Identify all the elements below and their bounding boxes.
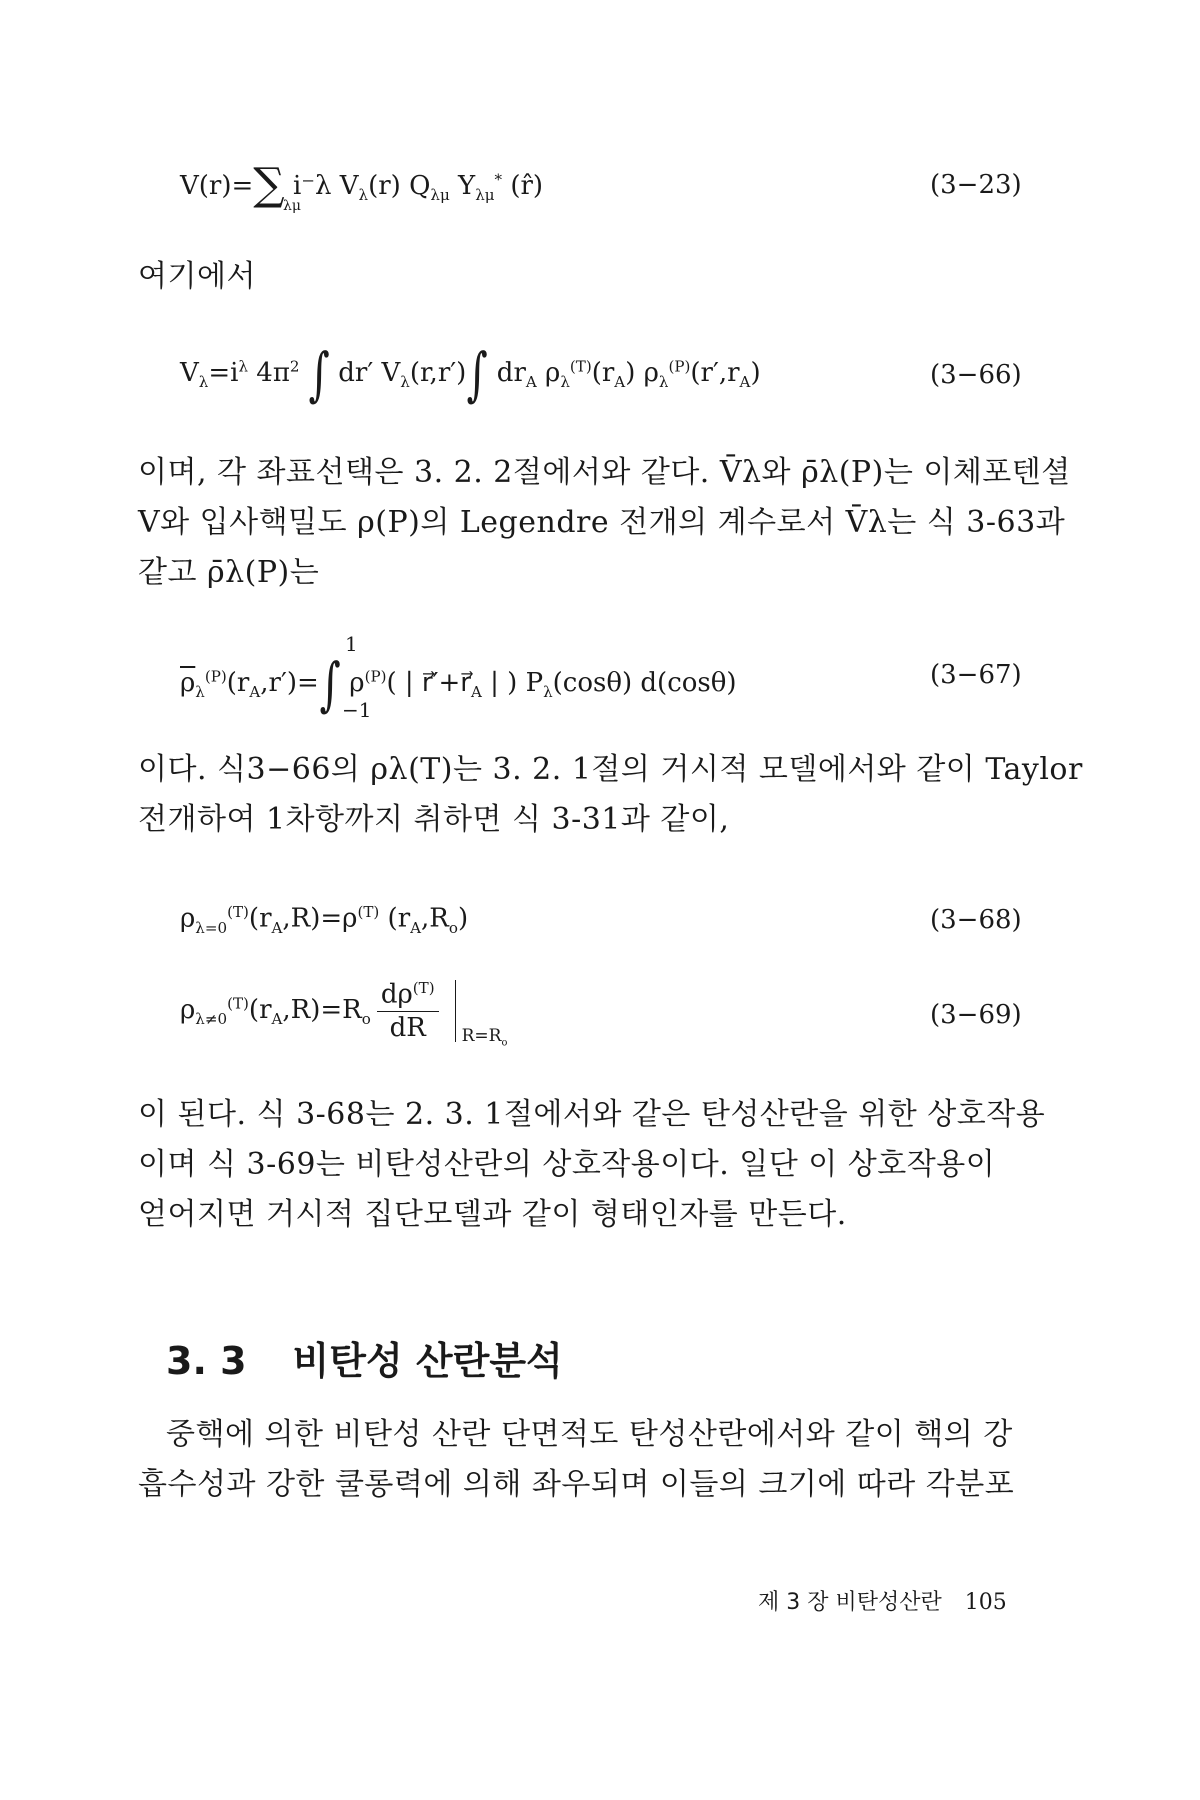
integral-symbol-3: ∫ <box>319 650 341 718</box>
paragraph-1-line-1: 이며, 각 좌표선택은 3. 2. 2절에서와 같다. V̄λ와 ρ̄λ(P)는 이체포텐셜 <box>138 455 1071 490</box>
eq-3-67-lhs: (r <box>226 668 250 698</box>
eq-3-23-rhs3: Y <box>449 171 476 201</box>
eq-3-68-rhs4: ,R <box>421 903 449 934</box>
eq-3-66-body5: (r <box>591 358 615 388</box>
eq-3-23-rhs: i⁻λ V <box>292 171 359 201</box>
paragraph-2-line-2: 전개하여 1차항까지 취하면 식 3-31과 같이, <box>138 802 730 837</box>
equation-3-23: V(r)=∑ i⁻λ $V_\lambda(r)$ $Q_{\lambda\mu}$ $Y_{\lambda\mu}^*$ (r̂) <box>180 159 544 210</box>
integral-lower-limit: −1 <box>342 698 372 722</box>
eq-3-68-rhs2: ,R)=ρ <box>282 903 358 934</box>
evaluation-bar: $R=R_o$ <box>455 980 456 1042</box>
text-yeogieseo: 여기에서 <box>138 259 256 294</box>
eq-3-66-body7: (r′,r <box>690 358 740 388</box>
paragraph-1-line-3: 같고 ρ̄λ(P)는 <box>138 555 320 590</box>
paragraph-4-line-1: 중핵에 의한 비탄성 산란 단면적도 탄성산란에서와 같이 핵의 강 <box>166 1417 1013 1452</box>
frac-top: dρ <box>380 979 413 1010</box>
eq-3-23-rhs2: (r) Q <box>368 171 431 201</box>
sum-index: λμ <box>283 198 301 214</box>
integral-symbol: ∫ <box>308 340 330 408</box>
equation-number-3-23: (3−23) <box>930 170 1022 200</box>
eq-3-66-body1: dr′ V <box>330 358 401 388</box>
integral-upper-limit: 1 <box>345 632 358 656</box>
eq-3-69-rhs: (r <box>248 995 272 1025</box>
eq-3-69-rhs2: ,R)=R <box>282 995 362 1025</box>
eq-3-68-rhs3: (r <box>379 903 411 934</box>
frac-bottom: dR <box>389 1012 426 1043</box>
equation-number-3-67: (3−67) <box>930 660 1022 690</box>
eq-3-66-body3: dr <box>488 358 526 388</box>
eq-3-23-rhs4: (r̂) <box>502 171 544 201</box>
footer-page-number: 105 <box>964 1590 1007 1615</box>
eq-3-66-body4: ρ <box>536 358 561 388</box>
sum-symbol: ∑ <box>253 159 285 210</box>
equation-3-69: $\rho_{\lambda\ne 0}^{(T)}(r_A,R)=R_o$ $\frac{d\rho^{(T)}}{dR}$ $R=R_o$ <box>180 979 508 1049</box>
paragraph-2-line-1: 이다. 식3−66의 ρλ(T)는 3. 2. 1절의 거시적 모델에서와 같이 Taylor <box>138 752 1083 787</box>
paragraph-3-line-3: 얻어지면 거시적 집단모델과 같이 형태인자를 만든다. <box>138 1197 847 1232</box>
paragraph-3-line-2: 이며 식 3-69는 비탄성산란의 상호작용이다. 일단 이 상호작용이 <box>138 1147 996 1182</box>
section-title: 비탄성 산란분석 <box>292 1339 563 1383</box>
eq-3-68-rhs: (r <box>248 903 272 934</box>
eq-3-66-body6: ) ρ <box>625 358 659 388</box>
equation-number-3-69: (3−69) <box>930 1000 1022 1030</box>
eq-3-23-lhs: V(r)= <box>180 171 254 201</box>
eq-3-67-body: (cosθ) d(cosθ) <box>552 668 737 698</box>
derivative-fraction: $\frac{d\rho^{(T)}}{dR}$ <box>377 981 439 1041</box>
equation-3-68: $\rho_{\lambda=0}^{(T)}(r_A,R)=\rho^{(T)}$ $(r_A,R_o)$ <box>180 903 469 937</box>
footer-chapter: 제 3 장 비탄성산란 <box>758 1590 942 1615</box>
section-heading <box>166 1330 563 1385</box>
eq-3-66-lhs: V <box>180 358 199 388</box>
equation-number-3-66: (3−66) <box>930 360 1022 390</box>
eval-at: R=R <box>461 1025 502 1046</box>
paragraph-1-line-2: V와 입사핵밀도 ρ(P)의 Legendre 전개의 계수로서 V̄λ는 식 3-63과 <box>138 505 1066 540</box>
integral-symbol-2: ∫ <box>466 340 488 408</box>
paragraph-4-line-2: 흡수성과 강한 쿨롱력에 의해 좌우되며 이들의 크기에 따라 각분포 <box>138 1467 1015 1502</box>
section-number: 3. 3 <box>166 1339 247 1383</box>
eq-3-66-mid: 4π <box>256 358 290 388</box>
eq-3-66-body2: (r,r′) <box>409 358 467 388</box>
equation-number-3-68: (3−68) <box>930 905 1022 935</box>
equation-3-66: $V_\lambda=i^\lambda$ $4\pi^2$ ∫ dr′ $V_\lambda(r,r')\int$ $dr_A$ $\rho_\lambda^{(T)}(r_A)$ $\rho_\lambda^{(P)}(r',r_A)$ <box>180 340 761 408</box>
paragraph-3-line-1: 이 된다. 식 3-68는 2. 3. 1절에서와 같은 탄성산란을 위한 상호작용 <box>138 1097 1046 1132</box>
eq-3-67-lhs2: ,r′)= <box>260 668 319 698</box>
equation-3-67: $\overline{\rho}_\lambda^{(P)}(r_A,r')=\int$ $\rho^{(P)}$( | $r⃗'+r⃗_A$ | ) $P_\lambda(\cos\theta)$ d(cosθ) <box>180 650 737 718</box>
page-footer <box>758 1585 1007 1616</box>
